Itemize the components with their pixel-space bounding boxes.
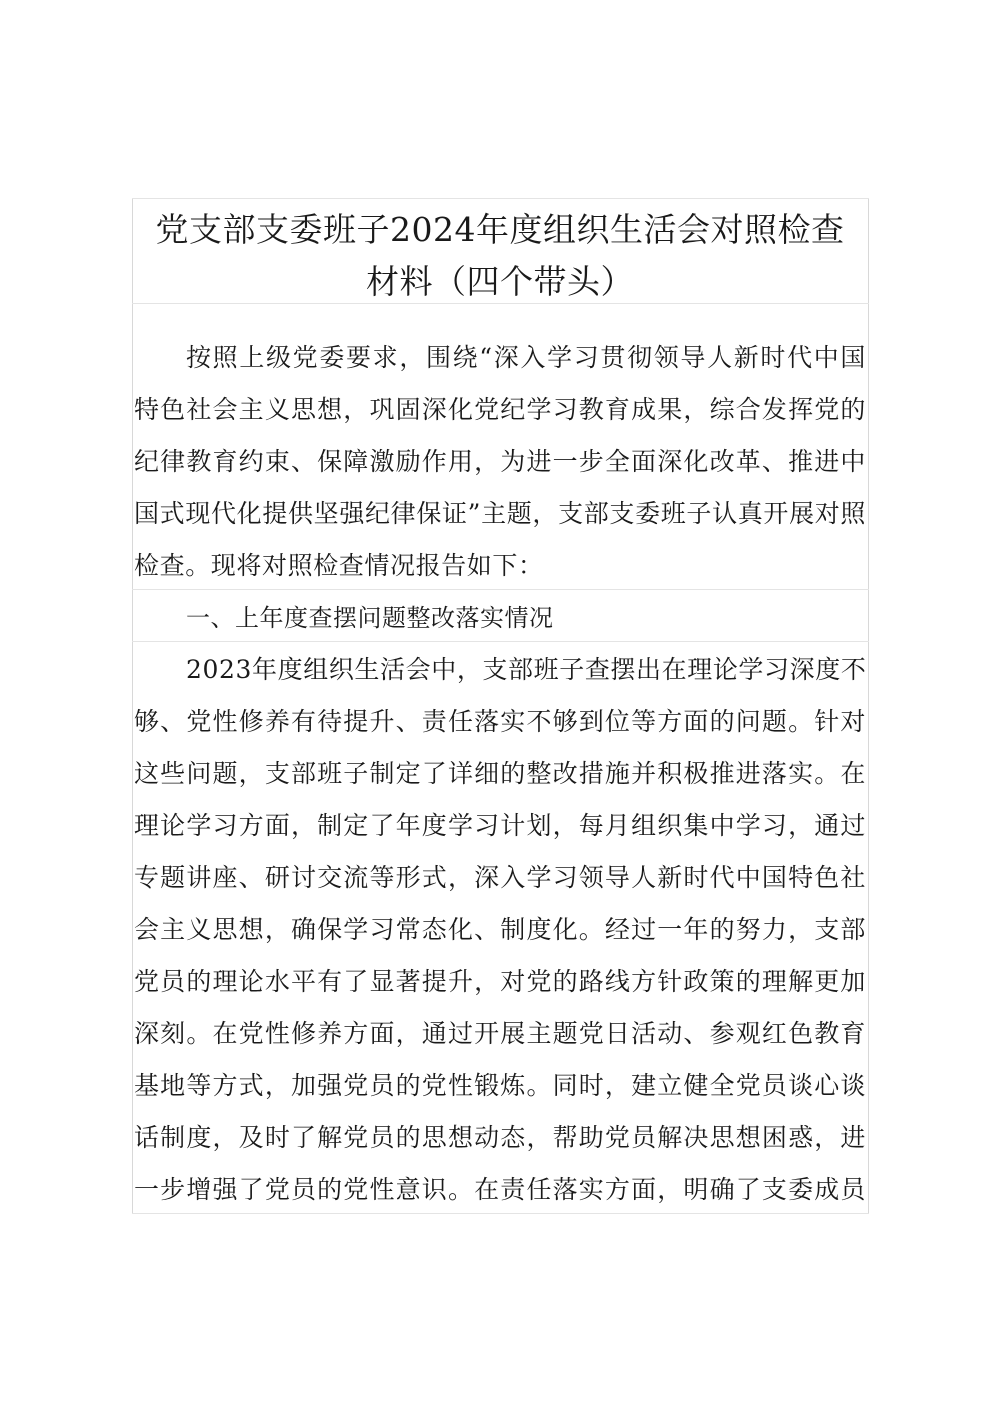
section-paragraph-line: 一步增强了党员的党性意识。在责任落实方面，明确了支委成员 <box>134 1175 866 1204</box>
section-paragraph-line: 够、党性修养有待提升、责任落实不够到位等方面的问题。针对 <box>134 707 866 736</box>
page-border-right <box>868 198 869 1214</box>
section-paragraph-line: 深刻。在党性修养方面，通过开展主题党日活动、参观红色教育 <box>134 1019 866 1048</box>
section-heading: 一、上年度查摆问题整改落实情况 <box>186 604 554 632</box>
document-title-line-1: 党支部支委班子2024年度组织生活会对照检查 <box>155 210 845 249</box>
intro-paragraph-line: 国式现代化提供坚强纪律保证”主题，支部支委班子认真开展对照 <box>134 499 866 528</box>
document-title-line-2: 材料（四个带头） <box>366 262 634 301</box>
section-paragraph-line: 理论学习方面，制定了年度学习计划，每月组织集中学习，通过 <box>134 811 866 840</box>
intro-paragraph-line: 检查。现将对照检查情况报告如下： <box>134 551 544 580</box>
section-paragraph-line: 专题讲座、研讨交流等形式，深入学习领导人新时代中国特色社 <box>134 863 866 892</box>
section-paragraph-line: 2023年度组织生活会中，支部班子查摆出在理论学习深度不 <box>186 655 867 684</box>
section-paragraph-line: 这些问题，支部班子制定了详细的整改措施并积极推进落实。在 <box>134 759 866 788</box>
intro-paragraph-line: 特色社会主义思想，巩固深化党纪学习教育成果，综合发挥党的 <box>134 395 866 424</box>
section-paragraph-line: 基地等方式，加强党员的党性锻炼。同时，建立健全党员谈心谈 <box>134 1071 866 1100</box>
page-border-left <box>132 198 133 1214</box>
section-paragraph-line: 话制度，及时了解党员的思想动态，帮助党员解决思想困惑，进 <box>134 1123 866 1152</box>
intro-paragraph-line: 纪律教育约束、保障激励作用，为进一步全面深化改革、推进中 <box>134 447 866 476</box>
section-paragraph-line: 党员的理论水平有了显著提升，对党的路线方针政策的理解更加 <box>134 967 866 996</box>
rule-line <box>132 198 869 199</box>
section-paragraph-line: 会主义思想，确保学习常态化、制度化。经过一年的努力，支部 <box>134 915 866 944</box>
intro-paragraph-line: 按照上级党委要求，围绕“深入学习贯彻领导人新时代中国 <box>186 343 866 372</box>
